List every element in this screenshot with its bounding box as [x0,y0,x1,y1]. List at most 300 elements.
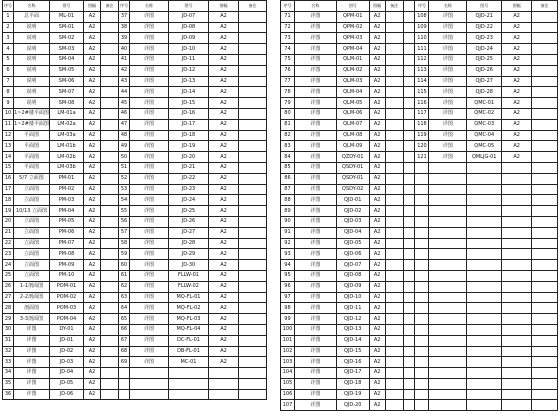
drawing-number [467,270,502,281]
drawing-name: 详图 [294,33,336,44]
drawing-name: 详图 [429,152,467,163]
table-row [3,389,267,400]
sheet-size: A2 [84,260,101,271]
row-number [415,378,429,389]
row-number: 6 [3,65,14,76]
remark [385,152,403,163]
col-header: 图号 [467,1,502,12]
remark [385,173,403,184]
row-number [119,378,130,389]
row-number: 93 [281,249,295,260]
sheet-size: A2 [369,162,385,173]
sheet-size: A2 [209,216,239,227]
sheet-size: A2 [369,389,385,400]
row-number: 68 [119,346,130,357]
sheet-size: A2 [502,98,532,109]
drawing-name [429,378,467,389]
drawing-number: QJD-28 [467,87,502,98]
table-row [3,54,267,65]
row-number: 35 [3,378,14,389]
sheet-size: A2 [209,119,239,130]
drawing-name: 详图 [14,335,50,346]
table-row [281,44,558,55]
drawing-number: LM-01a [50,108,84,119]
drawing-name: 立面图 [14,227,50,238]
sheet-size: A2 [369,33,385,44]
drawing-number: SM-01 [50,22,84,33]
sheet-size [502,389,532,400]
drawing-name: 详图 [294,119,336,130]
remark [385,184,403,195]
drawing-name: 详图 [294,87,336,98]
drawing-number: JD-13 [169,76,209,87]
remark [385,119,403,130]
drawing-name: 详图 [130,65,169,76]
drawing-name: 详图 [130,249,169,260]
sheet-size: A2 [209,184,239,195]
drawing-name [429,281,467,292]
drawing-name: 详图 [130,119,169,130]
col-header: 序号 [415,1,429,12]
remark [403,11,415,22]
drawing-number [169,368,209,379]
remark [239,108,267,119]
remark [403,281,415,292]
drawing-number: JD-23 [169,184,209,195]
drawing-name: 详图 [294,378,336,389]
drawing-number: MC-01 [169,357,209,368]
remark [532,270,558,281]
sheet-size: A2 [84,130,101,141]
row-number: 46 [119,108,130,119]
row-number: 67 [119,335,130,346]
table-row [3,98,267,109]
remark [385,260,403,271]
row-number: 104 [281,368,295,379]
remark [385,141,403,152]
drawing-name: 详图 [130,54,169,65]
sheet-size: A2 [209,335,239,346]
sheet-size: A2 [369,260,385,271]
remark [239,314,267,325]
drawing-name: 详图 [14,346,50,357]
remark [403,216,415,227]
drawing-name: 详图 [130,173,169,184]
row-number: 85 [281,162,295,173]
drawing-name: 10/13 立面图 [14,206,50,217]
col-header: 图号 [336,1,369,12]
remark [101,141,119,152]
row-number: 13 [3,141,14,152]
remark [239,335,267,346]
sheet-size: A2 [369,54,385,65]
remark [101,130,119,141]
sheet-size [502,260,532,271]
drawing-name: 详图 [130,303,169,314]
drawing-number: JD-19 [169,141,209,152]
table-row [281,260,558,271]
drawing-name: 详图 [130,22,169,33]
drawing-number [467,195,502,206]
sheet-size [502,173,532,184]
drawing-name: 详图 [294,195,336,206]
remark [403,54,415,65]
remark [532,260,558,271]
drawing-name: 详图 [294,270,336,281]
drawing-name [429,249,467,260]
sheet-size: A2 [84,270,101,281]
sheet-size: A2 [209,173,239,184]
sheet-size: A2 [84,76,101,87]
sheet-size: A2 [502,87,532,98]
sheet-size [502,357,532,368]
remark [532,238,558,249]
row-number: 115 [415,87,429,98]
drawing-number: LM-02a [50,119,84,130]
row-number: 111 [415,44,429,55]
remark [403,162,415,173]
drawing-number: QJD-24 [467,44,502,55]
remark [239,227,267,238]
remark [101,227,119,238]
row-number: 18 [3,195,14,206]
drawing-number: QLM-03 [336,76,369,87]
drawing-number [467,260,502,271]
sheet-size: A2 [502,130,532,141]
remark [239,141,267,152]
drawing-number: QPM-04 [336,44,369,55]
row-number: 97 [281,292,295,303]
row-number: 29 [3,314,14,325]
drawing-name: 详图 [294,22,336,33]
sheet-size: A2 [84,216,101,227]
row-number: 15 [3,162,14,173]
sheet-size: A2 [84,303,101,314]
sheet-size [502,368,532,379]
sheet-size [502,346,532,357]
drawing-number: QJD-09 [336,281,369,292]
drawing-name: 详图 [294,11,336,22]
remark [239,260,267,271]
remark [101,195,119,206]
table-row [3,65,267,76]
drawing-name: 详图 [130,195,169,206]
drawing-name: 详图 [130,33,169,44]
sheet-size: A2 [209,11,239,22]
row-number: 4 [3,44,14,55]
drawing-number: QSDY-02 [336,184,369,195]
sheet-size: A2 [369,108,385,119]
drawing-name: 详图 [294,335,336,346]
remark [532,130,558,141]
sheet-size: A2 [84,389,101,400]
sheet-size [502,335,532,346]
row-number [415,389,429,400]
remark [101,292,119,303]
drawing-number: JD-30 [169,260,209,271]
remark [532,314,558,325]
table-row [3,324,267,335]
sheet-size: A2 [84,11,101,22]
row-number: 45 [119,98,130,109]
col-header: 图幅 [502,1,532,12]
row-number: 10 [3,108,14,119]
drawing-name: 立面图 [14,270,50,281]
row-number: 50 [119,152,130,163]
drawing-number: JD-12 [169,65,209,76]
remark [239,65,267,76]
sheet-size: A2 [209,357,239,368]
drawing-name: 详图 [14,378,50,389]
sheet-size: A2 [369,378,385,389]
row-number: 16 [3,173,14,184]
table-row [281,216,558,227]
row-number: 86 [281,173,295,184]
remark [385,346,403,357]
row-number: 37 [119,11,130,22]
col-header: 名称 [294,1,336,12]
sheet-size: A2 [84,206,101,217]
sheet-size: A2 [369,346,385,357]
table-row [281,335,558,346]
row-number: 53 [119,184,130,195]
drawing-name: 1-1剖面图 [14,281,50,292]
drawing-number: PM-06 [50,227,84,238]
drawing-number: JD-07 [169,11,209,22]
row-number: 22 [3,238,14,249]
table-row [281,206,558,217]
drawing-name: 5/7 立面图 [14,173,50,184]
drawing-name: 立面图 [14,216,50,227]
row-number: 84 [281,152,295,163]
sheet-size: A2 [369,44,385,55]
sheet-size: A2 [209,227,239,238]
sheet-size: A2 [84,54,101,65]
drawing-number: JD-05 [50,378,84,389]
col-header: 名称 [14,1,50,12]
sheet-size: A2 [369,11,385,22]
drawing-number: PM-05 [50,216,84,227]
sheet-size: A2 [209,33,239,44]
remark [101,206,119,217]
drawing-number: DB-FL-01 [169,346,209,357]
drawing-name [429,206,467,217]
row-number: 38 [119,22,130,33]
drawing-name: 平面图 [14,130,50,141]
drawing-number: SM-03 [50,44,84,55]
drawing-number: QJD-04 [336,227,369,238]
row-number [415,184,429,195]
row-number: 74 [281,44,295,55]
row-number: 44 [119,87,130,98]
table-row [3,119,267,130]
drawing-number: QMC-03 [467,119,502,130]
remark [532,44,558,55]
sheet-size: A2 [209,270,239,281]
drawing-number [467,249,502,260]
drawing-name: 详图 [294,98,336,109]
sheet-size [502,238,532,249]
drawing-number: JD-21 [169,162,209,173]
remark [403,335,415,346]
drawing-number [467,227,502,238]
remark [101,368,119,379]
drawing-name: 详图 [130,324,169,335]
sheet-size: A2 [502,54,532,65]
row-number: 57 [119,227,130,238]
drawing-number: POM-04 [50,314,84,325]
remark [532,98,558,109]
row-number: 1 [3,11,14,22]
row-number: 112 [415,54,429,65]
sheet-size: A2 [84,173,101,184]
remark [101,378,119,389]
sheet-size: A2 [84,22,101,33]
remark [101,87,119,98]
row-number: 116 [415,98,429,109]
drawing-name: 说明 [14,76,50,87]
drawing-number: QMLJG-01 [467,152,502,163]
remark [532,400,558,411]
remark [532,152,558,163]
remark [403,389,415,400]
sheet-size: A2 [369,281,385,292]
drawing-name: 详图 [294,65,336,76]
drawing-name [429,162,467,173]
row-number: 64 [119,303,130,314]
drawing-name: 详图 [429,54,467,65]
remark [403,378,415,389]
table-row [281,270,558,281]
remark [403,206,415,217]
table-row [281,173,558,184]
drawing-name: 详图 [130,238,169,249]
sheet-size: A2 [84,108,101,119]
drawing-number: PM-03 [50,195,84,206]
row-number: 63 [119,292,130,303]
sheet-size: A2 [84,314,101,325]
row-number: 49 [119,141,130,152]
remark [532,346,558,357]
drawing-number: QLM-02 [336,65,369,76]
sheet-size: A2 [502,44,532,55]
row-number: 82 [281,130,295,141]
row-number: 110 [415,33,429,44]
sheet-size: A2 [84,324,101,335]
table-row [3,130,267,141]
table-row [281,292,558,303]
drawing-name: 详图 [294,44,336,55]
col-header: 序号 [119,1,130,12]
remark [239,44,267,55]
drawing-number: QPM-02 [336,22,369,33]
row-number: 103 [281,357,295,368]
row-number: 42 [119,65,130,76]
remark [403,152,415,163]
table-row [281,22,558,33]
table-row [3,33,267,44]
row-number: 7 [3,76,14,87]
row-number: 59 [119,249,130,260]
drawing-name: 详图 [294,400,336,411]
remark [403,238,415,249]
drawing-name: 详图 [294,206,336,217]
sheet-size [209,389,239,400]
remark [403,22,415,33]
col-header: 序号 [3,1,14,12]
sheet-size: A2 [209,314,239,325]
drawing-number: QSDY-01 [336,162,369,173]
drawing-number: JD-27 [169,227,209,238]
sheet-size: A2 [84,378,101,389]
remark [532,281,558,292]
row-number [415,400,429,411]
drawing-number: MQ-FL-02 [169,303,209,314]
row-number: 79 [281,98,295,109]
remark [101,346,119,357]
row-number: 12 [3,130,14,141]
drawing-name [429,400,467,411]
remark [403,270,415,281]
remark [532,303,558,314]
drawing-name: 平面图 [14,162,50,173]
drawing-name: 详图 [294,152,336,163]
drawing-number [467,400,502,411]
remark [239,184,267,195]
drawing-number: MQ-FL-04 [169,324,209,335]
sheet-size [502,216,532,227]
remark [101,184,119,195]
sheet-size: A2 [209,346,239,357]
drawing-name: 立面图 [14,249,50,260]
remark [101,65,119,76]
sheet-size: A2 [369,195,385,206]
row-number: 20 [3,216,14,227]
row-number: 121 [415,152,429,163]
remark [532,184,558,195]
drawing-number: QJD-25 [467,54,502,65]
remark [101,389,119,400]
remark [239,281,267,292]
drawing-number: QJD-19 [336,389,369,400]
drawing-number: JD-22 [169,173,209,184]
drawing-name: 详图 [429,33,467,44]
drawing-name: 详图 [294,249,336,260]
sheet-size: A2 [502,65,532,76]
table-row [281,141,558,152]
row-number: 24 [3,260,14,271]
table-row [3,346,267,357]
drawing-name: 详图 [429,65,467,76]
col-header-blank [403,1,415,12]
col-header: 备注 [101,1,119,12]
drawing-name: 详图 [14,368,50,379]
row-number [415,303,429,314]
table-row [3,260,267,271]
row-number: 3 [3,33,14,44]
drawing-name [429,227,467,238]
remark [385,87,403,98]
row-number [415,227,429,238]
remark [403,44,415,55]
sheet-size [502,314,532,325]
row-number: 54 [119,195,130,206]
row-number: 73 [281,33,295,44]
table-row [281,33,558,44]
drawing-number: QJD-14 [336,335,369,346]
drawing-number: JD-28 [169,238,209,249]
row-number: 17 [3,184,14,195]
